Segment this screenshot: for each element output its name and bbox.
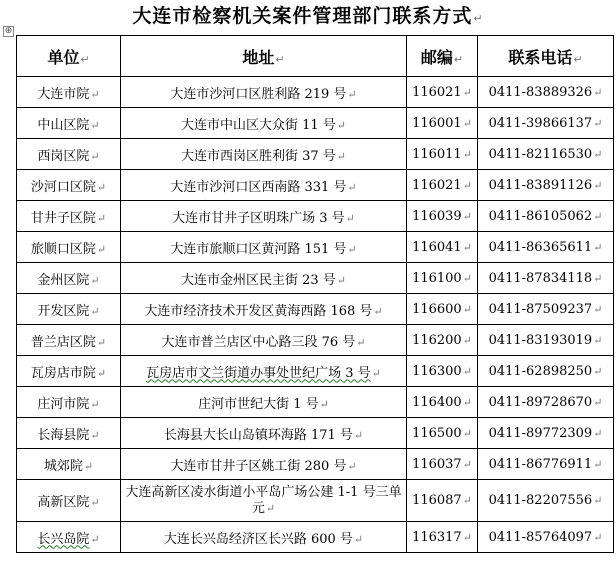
cell-phone: 0411-82116530↵ (478, 139, 614, 170)
table-row (17, 294, 614, 325)
cell-postcode: 116600↵ (407, 294, 478, 325)
table-row (17, 418, 614, 449)
cell-address: 大连市金州区民主街 23 号↵ (121, 263, 407, 294)
cell-postcode: 116001↵ (407, 108, 478, 139)
table-row (17, 387, 614, 418)
cell-unit: 西岗区院↵ (17, 139, 121, 170)
table-row (17, 77, 614, 108)
cell-address: 大连市西岗区胜利街 37 号↵ (121, 139, 407, 170)
cell-address: 大连市沙河口区西南路 331 号↵ (121, 170, 407, 201)
spellcheck-underlined-text: 长兴岛院 (37, 531, 90, 547)
cell-unit: 大连市院↵ (17, 77, 121, 108)
spellcheck-underlined-text: 瓦房店市文兰街道办事处世纪广场 3 号 (146, 365, 371, 381)
cell-unit: 开发区院↵ (17, 294, 121, 325)
cell-unit: 长兴岛院↵ (17, 522, 121, 553)
cell-address: 大连市中山区大众街 11 号↵ (121, 108, 407, 139)
cell-phone: 0411-87834118↵ (478, 263, 614, 294)
cell-unit: 高新区院↵ (17, 480, 121, 522)
header-address: 地址↵ (121, 36, 407, 77)
cell-postcode: 116100↵ (407, 263, 478, 294)
cell-unit: 金州区院↵ (17, 263, 121, 294)
header-unit: 单位↵ (17, 36, 121, 77)
table-row (17, 263, 614, 294)
cell-address: 庄河市世纪大街 1 号↵ (121, 387, 407, 418)
cell-address: 大连市旅顺口区黄河路 151 号↵ (121, 232, 407, 263)
table-row (17, 170, 614, 201)
cell-phone: 0411-82207556↵ (478, 480, 614, 522)
cell-phone: 0411-83889326↵ (478, 77, 614, 108)
cell-unit: 城郊院↵ (17, 449, 121, 480)
cell-unit: 中山区院↵ (17, 108, 121, 139)
table-move-handle-icon[interactable]: ⊕ (4, 26, 13, 36)
cell-postcode: 116021↵ (407, 77, 478, 108)
table-row (17, 356, 614, 387)
cell-phone: 0411-85764097↵ (478, 522, 614, 553)
cell-postcode: 116300↵ (407, 356, 478, 387)
cell-postcode: 116037↵ (407, 449, 478, 480)
cell-address: 大连市经济技术开发区黄海西路 168 号↵ (121, 294, 407, 325)
cell-address: 大连市普兰店区中心路三段 76 号↵ (121, 325, 407, 356)
cell-postcode: 116011↵ (407, 139, 478, 170)
header-phone: 联系电话↵ (478, 36, 614, 77)
table-row (17, 232, 614, 263)
cell-address: 大连市甘井子区姚工街 280 号↵ (121, 449, 407, 480)
table-row (17, 325, 614, 356)
cell-postcode: 116021↵ (407, 170, 478, 201)
cell-postcode: 116317↵ (407, 522, 478, 553)
cell-phone: 0411-86105062↵ (478, 201, 614, 232)
cell-address: 大连长兴岛经济区长兴路 600 号↵ (121, 522, 407, 553)
cell-phone: 0411-89772309↵ (478, 418, 614, 449)
cell-unit: 庄河市院↵ (17, 387, 121, 418)
cell-unit: 旅顺口区院↵ (17, 232, 121, 263)
table-row (17, 480, 614, 522)
cell-address: 大连市甘井子区明珠广场 3 号↵ (121, 201, 407, 232)
cell-unit: 沙河口区院↵ (17, 170, 121, 201)
document-title-text: 大连市检察机关案件管理部门联系方式 (132, 5, 473, 27)
header-postcode: 邮编↵ (407, 36, 478, 77)
cell-phone: 0411-87509237↵ (478, 294, 614, 325)
cell-address: 大连高新区凌水街道小平岛广场公建 1-1 号三单元↵ (121, 480, 407, 522)
cell-address: 长海县大长山岛镇环海路 171 号↵ (121, 418, 407, 449)
cell-postcode: 116041↵ (407, 232, 478, 263)
cell-postcode: 116087↵ (407, 480, 478, 522)
cell-phone: 0411-62898250↵ (478, 356, 614, 387)
table-row (17, 449, 614, 480)
table-row (17, 108, 614, 139)
cell-unit: 普兰店区院↵ (17, 325, 121, 356)
paragraph-mark-icon: ↵ (473, 12, 484, 25)
cell-phone: 0411-83891126↵ (478, 170, 614, 201)
cell-phone: 0411-39866137↵ (478, 108, 614, 139)
table-row (17, 201, 614, 232)
document-title (0, 2, 616, 30)
cell-phone: 0411-83193019↵ (478, 325, 614, 356)
cell-phone: 0411-86776911↵ (478, 449, 614, 480)
cell-phone: 0411-86365611↵ (478, 232, 614, 263)
cell-postcode: 116200↵ (407, 325, 478, 356)
cell-postcode: 116400↵ (407, 387, 478, 418)
cell-postcode: 116039↵ (407, 201, 478, 232)
cell-phone: 0411-89728670↵ (478, 387, 614, 418)
cell-address: 大连市沙河口区胜利路 219 号↵ (121, 77, 407, 108)
cell-unit: 甘井子区院↵ (17, 201, 121, 232)
table-header-row (17, 36, 614, 77)
cell-unit: 瓦房店市院↵ (17, 356, 121, 387)
contact-table (16, 35, 614, 553)
cell-address: 瓦房店市文兰街道办事处世纪广场 3 号↵ (121, 356, 407, 387)
table-row (17, 139, 614, 170)
table-row (17, 522, 614, 553)
cell-unit: 长海县院↵ (17, 418, 121, 449)
cell-postcode: 116500↵ (407, 418, 478, 449)
